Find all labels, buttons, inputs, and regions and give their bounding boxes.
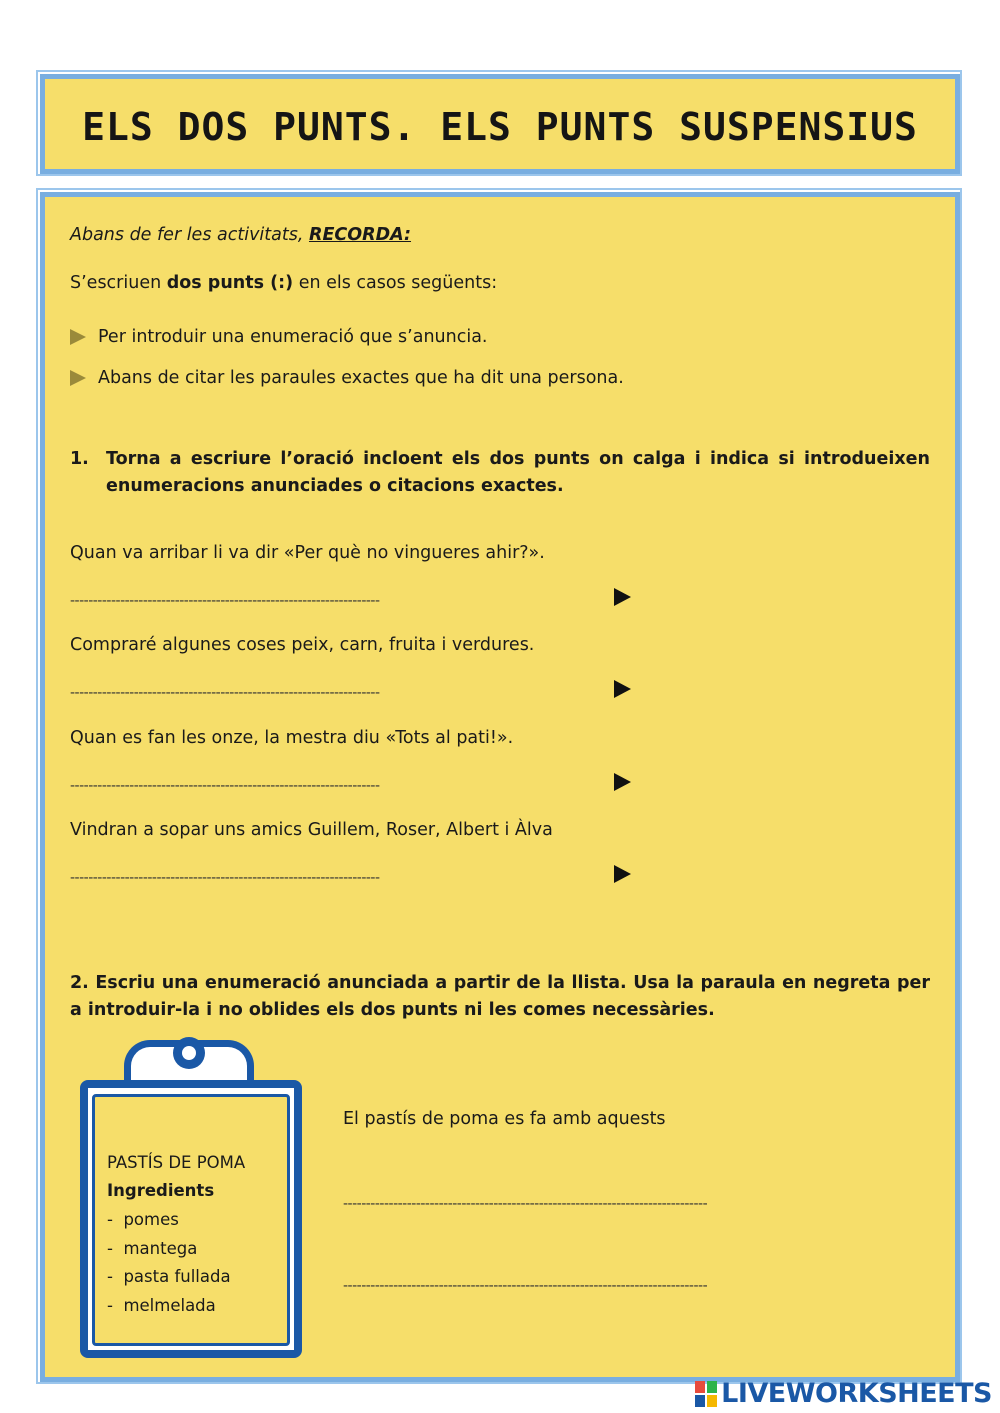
clipboard-ring-icon (173, 1037, 205, 1069)
ingredient-list (107, 1206, 231, 1320)
title-banner (40, 74, 960, 174)
answer-line[interactable]: -------------------------------------------------------------------- (70, 685, 380, 701)
answer-line[interactable]: -------------------------------------------------------------------- (70, 593, 380, 609)
answer-line[interactable]: -------------------------------------------------------------------------------- (343, 1196, 708, 1212)
bullet-text: Abans de citar les paraules exactes que ha dit una persona. (98, 368, 624, 388)
bullet-item (70, 325, 488, 349)
rule-before: S’escriuen (70, 273, 167, 293)
list-item: - pomes (107, 1206, 231, 1235)
exercise-sentence: Quan va arribar li va dir «Per què no vingueres ahir?». (70, 543, 545, 563)
exercise-1-text: Torna a escriure l’oració incloent els dos punts on calga i indica si introdueixen enumeracions anunciades o citacions exactes. (106, 449, 930, 496)
play-arrow-icon[interactable] (614, 773, 631, 791)
rule-line (70, 271, 497, 295)
list-item: - pasta fullada (107, 1263, 231, 1292)
exercise-2-prompt: El pastís de poma es fa amb aquests (343, 1109, 666, 1129)
exercise-sentence: Compraré algunes coses peix, carn, fruita i verdures. (70, 635, 535, 655)
card-subtitle: Ingredients (107, 1181, 215, 1200)
play-arrow-icon[interactable] (614, 865, 631, 883)
exercise-sentence: Quan es fan les onze, la mestra diu «Tots al pati!». (70, 728, 514, 748)
rule-bold: dos punts (:) (166, 273, 294, 293)
answer-line[interactable]: -------------------------------------------------------------------- (70, 778, 380, 794)
exercise-1-number: 1. (70, 449, 89, 469)
intro-emphasis: RECORDA: (308, 225, 412, 245)
list-item: - mantega (107, 1235, 231, 1264)
play-arrow-icon[interactable] (614, 680, 631, 698)
play-arrow-icon[interactable] (614, 588, 631, 606)
bullet-item (70, 366, 624, 390)
answer-line[interactable]: -------------------------------------------------------------------- (70, 870, 380, 886)
answer-line[interactable]: -------------------------------------------------------------------------------- (343, 1278, 708, 1294)
intro-line (70, 223, 411, 247)
list-item: - melmelada (107, 1292, 231, 1321)
liveworksheets-logo-icon (695, 1381, 717, 1407)
page-title: ELS DOS PUNTS. ELS PUNTS SUSPENSIUS (82, 105, 918, 149)
triangle-bullet-icon (70, 370, 86, 386)
card-title: PASTÍS DE POMA (107, 1153, 246, 1172)
brand-footer (695, 1378, 992, 1409)
bullet-text: Per introduir una enumeració que s’anuncia. (98, 327, 488, 347)
exercise-2-instruction: 2. Escriu una enumeració anunciada a partir de la llista. Usa la paraula en negreta per a introduir-la i no oblides els dos punts ni les comes necessàries. (70, 973, 930, 1020)
exercise-1-instruction (70, 446, 930, 500)
triangle-bullet-icon (70, 329, 86, 345)
brand-name: LIVEWORKSHEETS (721, 1378, 992, 1409)
intro-text: Abans de fer les activitats, (70, 225, 309, 245)
rule-after: en els casos següents: (293, 273, 498, 293)
exercise-sentence: Vindran a sopar uns amics Guillem, Roser, Albert i Àlva (70, 820, 553, 840)
